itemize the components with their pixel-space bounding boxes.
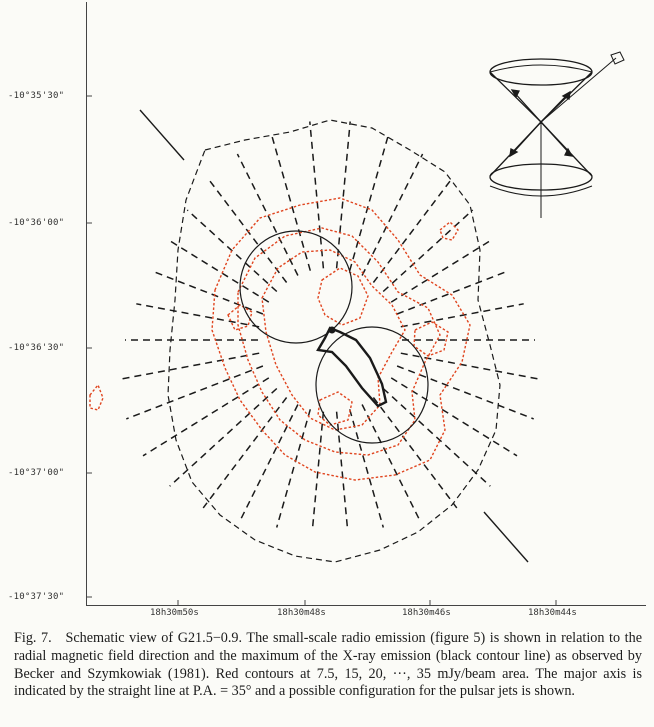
dec-tick-label: -10°36'00" (8, 218, 65, 228)
ra-tick-label: 18h30m44s (528, 608, 577, 618)
radial-field-lines (121, 122, 540, 530)
radial-field-line (337, 412, 348, 530)
radial-field-line (312, 412, 323, 530)
radial-field-line (136, 304, 259, 327)
pulsar-jet-double-cone-icon (490, 52, 624, 218)
radial-field-line (397, 271, 509, 314)
ra-tick-label: 18h30m46s (402, 608, 451, 618)
major-axis-line (140, 110, 528, 562)
remnant-boundary (168, 120, 500, 562)
radial-field-line (350, 133, 389, 271)
dec-tick-label: -10°37'30" (8, 592, 65, 602)
radial-field-line (362, 154, 423, 276)
radial-field-line (401, 304, 524, 327)
radial-field-line (310, 122, 324, 269)
dec-tick-label: -10°37'00" (8, 468, 65, 478)
pulsar-position-marker (329, 327, 336, 334)
radial-field-line (170, 389, 277, 487)
dec-tick-label: -10°36'30" (8, 343, 65, 353)
figure-label: Fig. 7. (14, 630, 52, 646)
radial-field-line (237, 154, 298, 276)
radio-contours (90, 198, 470, 480)
radial-field-line (337, 122, 351, 269)
radial-field-line (151, 271, 263, 314)
radial-field-line (373, 181, 450, 283)
ra-tick-label: 18h30m50s (150, 608, 199, 618)
radial-field-line (143, 378, 269, 456)
caption-text: Schematic view of G21.5−0.9. The small-scale radio emission (figure 5) is shown in relation to the radial magnetic field direction and the maximum of the X-ray emission (black contour line) as observed by Becker and Szymkowiak (1981). Red contours at 7.5, 15, 20, ···, 35 mJy/beam area. The major axis is indicated by the straight line at P.A. = 35° and a possible configuration for the pulsar jets is shown. (14, 630, 642, 700)
radial-field-line (271, 133, 310, 271)
xray-contour (318, 328, 386, 406)
ra-tick-label: 18h30m48s (277, 608, 326, 618)
dec-tick-label: -10°35'30" (8, 91, 65, 101)
radial-field-line (383, 389, 490, 487)
radial-field-line (277, 409, 311, 527)
radial-field-line (391, 378, 517, 456)
figure-caption (14, 630, 642, 701)
